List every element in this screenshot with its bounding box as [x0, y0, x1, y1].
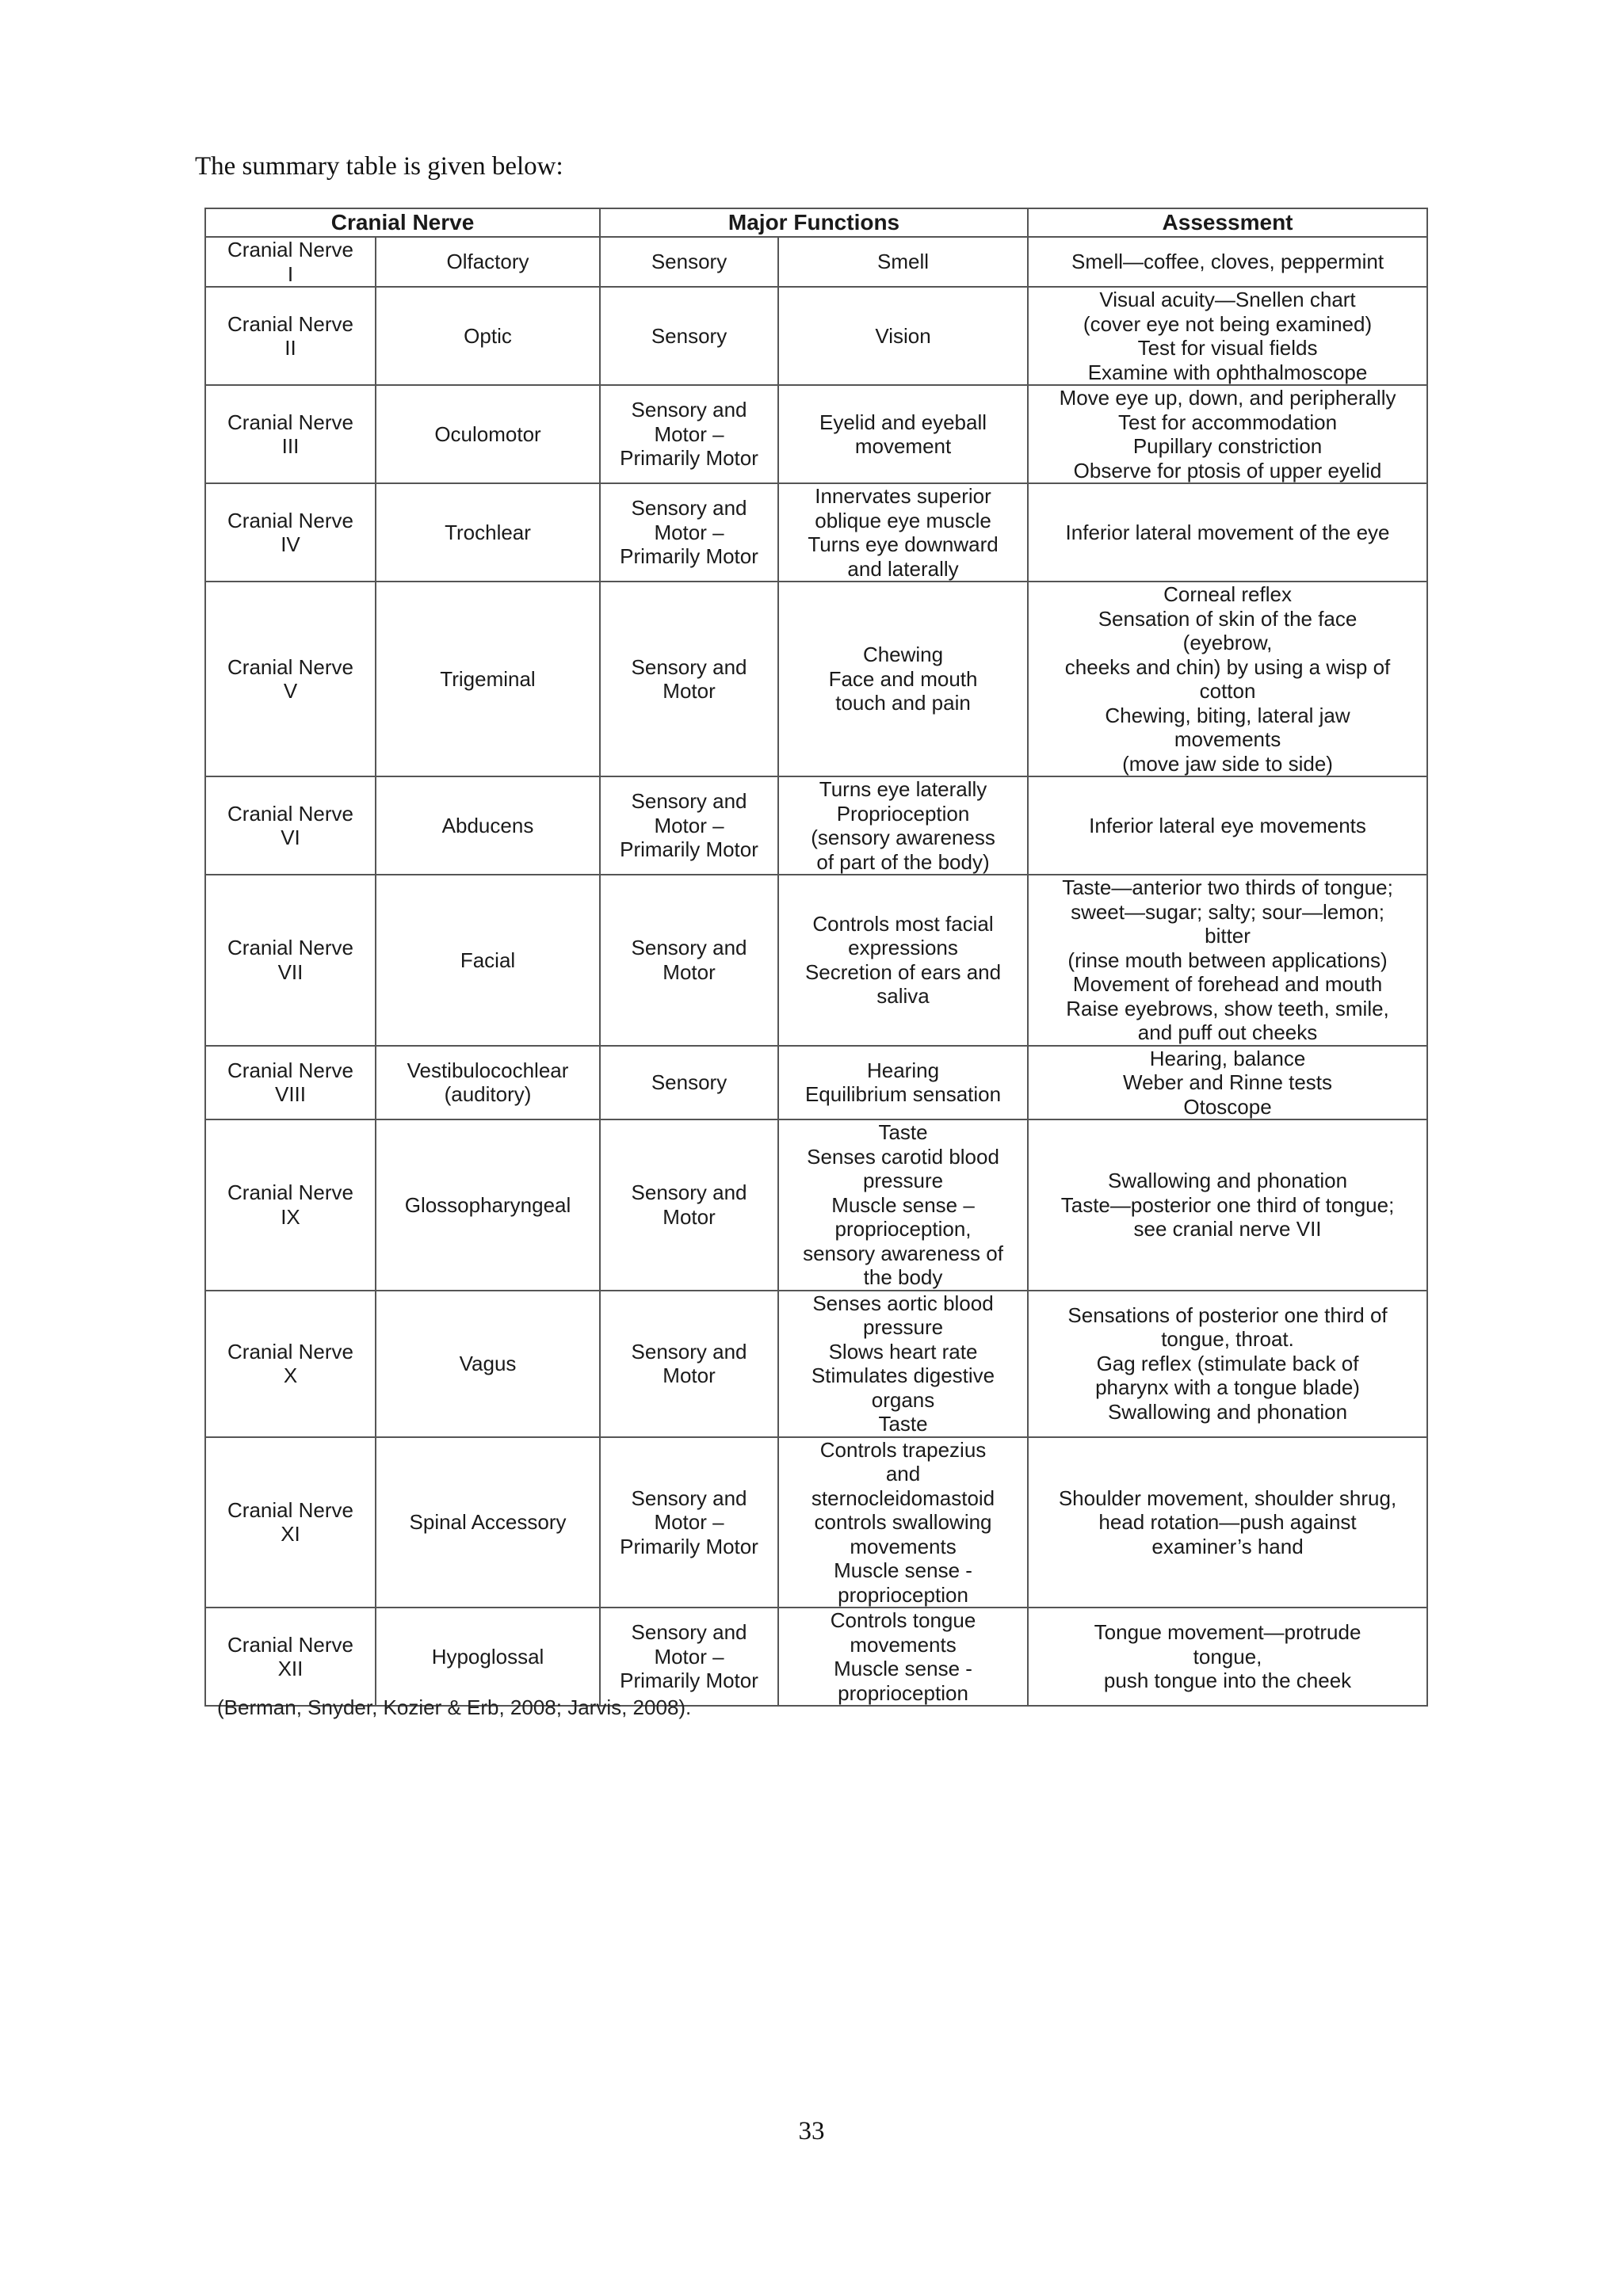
function-cell: Senses aortic blood pressure Slows heart rate Stimulates digestive organs Taste — [778, 1291, 1028, 1437]
header-major-functions: Major Functions — [600, 208, 1028, 237]
nerve-type-cell: Sensory and Motor — [600, 1291, 778, 1437]
assessment-cell: Shoulder movement, shoulder shrug, head rotation—push against examiner’s hand — [1028, 1437, 1427, 1608]
assessment-cell: Inferior lateral eye movements — [1028, 776, 1427, 875]
table-row — [205, 1437, 1427, 1608]
assessment-cell: Smell—coffee, cloves, peppermint — [1028, 237, 1427, 287]
nerve-name-cell: Olfactory — [376, 237, 600, 287]
nerve-name-cell: Spinal Accessory — [376, 1437, 600, 1608]
nerve-number-cell: Cranial Nerve X — [205, 1291, 376, 1437]
nerve-type-cell: Sensory and Motor — [600, 1119, 778, 1291]
nerve-type-cell: Sensory and Motor — [600, 582, 778, 776]
function-cell: Vision — [778, 287, 1028, 385]
table-header-row — [205, 208, 1427, 237]
nerve-name-cell: Facial — [376, 875, 600, 1046]
nerve-name-cell: Vestibulocochlear (auditory) — [376, 1046, 600, 1120]
nerve-number-cell: Cranial Nerve II — [205, 287, 376, 385]
nerve-number-cell: Cranial Nerve VI — [205, 776, 376, 875]
assessment-cell: Corneal reflex Sensation of skin of the face (eyebrow, cheeks and chin) by using a wisp of cotton Chewing, biting, lateral jaw movements (move jaw side to side) — [1028, 582, 1427, 776]
intro-text: The summary table is given below: — [195, 152, 563, 181]
function-cell: Controls trapezius and sternocleidomastoid controls swallowing movements Muscle sense - proprioception — [778, 1437, 1028, 1608]
table-row — [205, 287, 1427, 385]
function-cell: Taste Senses carotid blood pressure Muscle sense – proprioception, sensory awareness of the body — [778, 1119, 1028, 1291]
header-assessment: Assessment — [1028, 208, 1427, 237]
table-row — [205, 385, 1427, 483]
table-row — [205, 237, 1427, 287]
table-body — [205, 237, 1427, 1706]
assessment-cell: Visual acuity—Snellen chart (cover eye not being examined) Test for visual fields Examine with ophthalmoscope — [1028, 287, 1427, 385]
function-cell: Controls most facial expressions Secretion of ears and saliva — [778, 875, 1028, 1046]
assessment-cell: Hearing, balance Weber and Rinne tests Otoscope — [1028, 1046, 1427, 1120]
nerve-type-cell: Sensory — [600, 1046, 778, 1120]
table-row — [205, 582, 1427, 776]
table-row — [205, 875, 1427, 1046]
page-number: 33 — [798, 2117, 825, 2145]
nerve-name-cell: Vagus — [376, 1291, 600, 1437]
nerve-number-cell: Cranial Nerve VIII — [205, 1046, 376, 1120]
nerve-name-cell: Abducens — [376, 776, 600, 875]
table-row — [205, 483, 1427, 582]
table-row — [205, 1291, 1427, 1437]
table-row — [205, 776, 1427, 875]
nerve-name-cell: Optic — [376, 287, 600, 385]
assessment-cell: Swallowing and phonation Taste—posterior one third of tongue; see cranial nerve VII — [1028, 1119, 1427, 1291]
nerve-type-cell: Sensory and Motor – Primarily Motor — [600, 385, 778, 483]
function-cell: Eyelid and eyeball movement — [778, 385, 1028, 483]
cranial-nerve-table-wrapper — [204, 208, 1426, 1707]
nerve-number-cell: Cranial Nerve XII — [205, 1608, 376, 1706]
nerve-type-cell: Sensory — [600, 287, 778, 385]
function-cell: Controls tongue movements Muscle sense - proprioception — [778, 1608, 1028, 1706]
assessment-cell: Inferior lateral movement of the eye — [1028, 483, 1427, 582]
assessment-cell: Sensations of posterior one third of tongue, throat. Gag reflex (stimulate back of pharynx with a tongue blade) Swallowing and phonation — [1028, 1291, 1427, 1437]
nerve-type-cell: Sensory and Motor – Primarily Motor — [600, 776, 778, 875]
nerve-number-cell: Cranial Nerve III — [205, 385, 376, 483]
table-row — [205, 1119, 1427, 1291]
nerve-name-cell: Hypoglossal — [376, 1608, 600, 1706]
header-cranial-nerve: Cranial Nerve — [205, 208, 600, 237]
function-cell: Turns eye laterally Proprioception (sensory awareness of part of the body) — [778, 776, 1028, 875]
assessment-cell: Move eye up, down, and peripherally Test for accommodation Pupillary constriction Observe for ptosis of upper eyelid — [1028, 385, 1427, 483]
nerve-number-cell: Cranial Nerve VII — [205, 875, 376, 1046]
assessment-cell: Tongue movement—protrude tongue, push tongue into the cheek — [1028, 1608, 1427, 1706]
assessment-cell: Taste—anterior two thirds of tongue; sweet—sugar; salty; sour—lemon; bitter (rinse mouth between applications) Movement of forehead and mouth Raise eyebrows, show teeth, smile, and puff out cheeks — [1028, 875, 1427, 1046]
nerve-type-cell: Sensory and Motor — [600, 875, 778, 1046]
nerve-name-cell: Trochlear — [376, 483, 600, 582]
nerve-number-cell: Cranial Nerve IX — [205, 1119, 376, 1291]
table-row — [205, 1046, 1427, 1120]
nerve-name-cell: Glossopharyngeal — [376, 1119, 600, 1291]
function-cell: Smell — [778, 237, 1028, 287]
function-cell: Chewing Face and mouth touch and pain — [778, 582, 1028, 776]
nerve-type-cell: Sensory — [600, 237, 778, 287]
nerve-type-cell: Sensory and Motor – Primarily Motor — [600, 1437, 778, 1608]
citation: (Berman, Snyder, Kozier & Erb, 2008; Jarvis, 2008). — [217, 1695, 692, 1719]
function-cell: Hearing Equilibrium sensation — [778, 1046, 1028, 1120]
nerve-type-cell: Sensory and Motor – Primarily Motor — [600, 1608, 778, 1706]
nerve-number-cell: Cranial Nerve V — [205, 582, 376, 776]
cranial-nerve-summary-table — [204, 208, 1428, 1707]
nerve-number-cell: Cranial Nerve I — [205, 237, 376, 287]
nerve-name-cell: Oculomotor — [376, 385, 600, 483]
nerve-type-cell: Sensory and Motor – Primarily Motor — [600, 483, 778, 582]
function-cell: Innervates superior oblique eye muscle Turns eye downward and laterally — [778, 483, 1028, 582]
table-row — [205, 1608, 1427, 1706]
nerve-number-cell: Cranial Nerve IV — [205, 483, 376, 582]
nerve-number-cell: Cranial Nerve XI — [205, 1437, 376, 1608]
nerve-name-cell: Trigeminal — [376, 582, 600, 776]
